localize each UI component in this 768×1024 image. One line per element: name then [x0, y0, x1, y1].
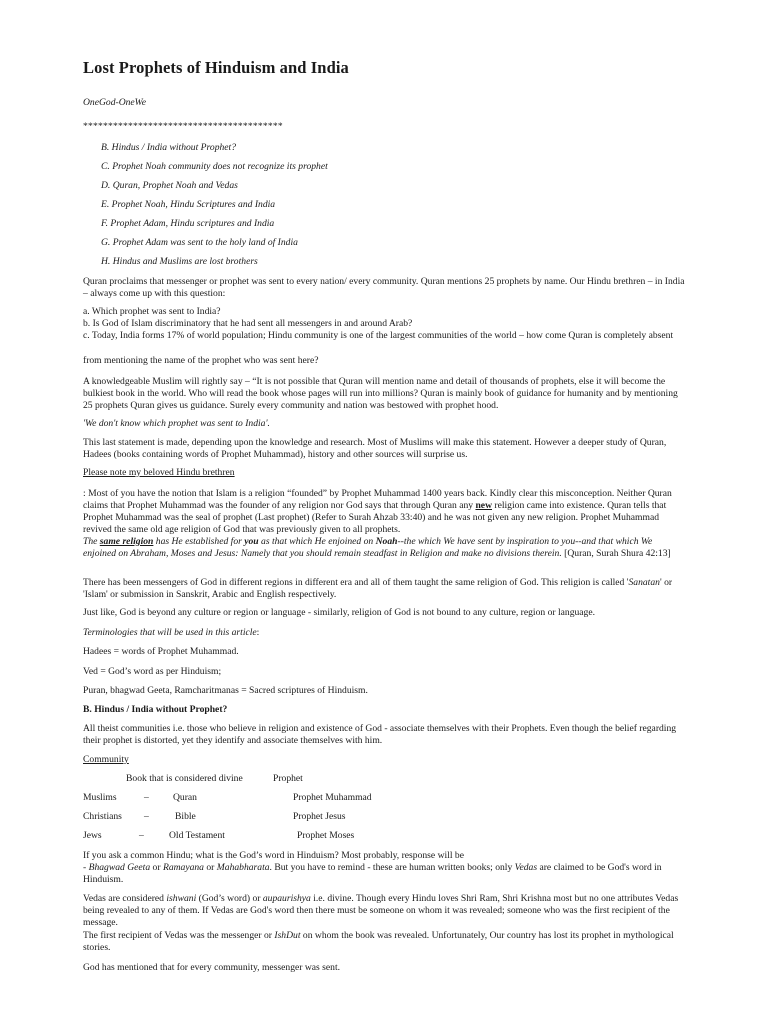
table-cell-book: Bible	[175, 811, 196, 822]
toc-item: F. Prophet Adam, Hindu scriptures and India	[101, 218, 275, 229]
emphasis-noah: Noah	[375, 536, 398, 547]
table-cell-community: Muslims	[83, 792, 117, 803]
table-cell-community: Christians	[83, 811, 122, 822]
quran-verse: The same religion has He established for you as that which He enjoined on Noah--the which We have sent by inspiration to you--and that which We enjoined on Abraham, Moses and Jesus: Namely that you should remain steadfast in Religion and make no divisions therein. [Quran, Surah Shura 42:13]	[83, 536, 671, 559]
table-header-community: Community	[83, 754, 129, 765]
quote: 'We don't know which prophet was sent to India'.	[83, 418, 270, 429]
table-cell-dash: –	[144, 792, 149, 803]
toc-item: D. Quran, Prophet Noah and Vedas	[101, 180, 238, 191]
table-header-book: Book that is considered divine	[126, 773, 243, 784]
table-cell-dash: –	[139, 830, 144, 841]
terminologies-heading: Terminologies that will be used in this article:	[83, 627, 260, 638]
table-header-prophet: Prophet	[273, 773, 303, 784]
first-recipient-paragraph: The first recipient of Vedas was the messenger or IshDut on whom the book was revealed. Unfortunately, Our country has lost its prophet in mythological stories.	[83, 930, 674, 953]
emphasis-new: new	[475, 500, 492, 511]
page-title: Lost Prophets of Hinduism and India	[83, 58, 349, 77]
intro-paragraph: Quran proclaims that messenger or prophet was sent to every nation/ every community. Quran mentions 25 prophets by name. Our Hindu brethren – in India – always come up with this question:	[83, 276, 685, 299]
question-c-continued: from mentioning the name of the prophet who was sent here?	[83, 355, 319, 366]
table-cell-prophet: Prophet Jesus	[293, 811, 346, 822]
question-a: a. Which prophet was sent to India?	[83, 306, 221, 317]
table-cell-book: Quran	[173, 792, 197, 803]
toc-item: B. Hindus / India without Prophet?	[101, 142, 237, 153]
note-heading: Please note my beloved Hindu brethren	[83, 467, 235, 478]
every-community-paragraph: God has mentioned that for every community, messenger was sent.	[83, 962, 341, 973]
table-cell-prophet: Prophet Muhammad	[293, 792, 372, 803]
vedas-paragraph: Vedas are considered ishwani (God’s word) or aupaurishya i.e. divine. Though every Hindu loves Shri Ram, Shri Krishna most but no one attributes Vedas being revealed to any of them. If Vedas are God's word then there must be someone on whom it was revealed; someone who was the first recipient of the message.	[83, 893, 679, 928]
table-cell-dash: –	[144, 811, 149, 822]
beyond-culture-paragraph: Just like, God is beyond any culture or region or language - similarly, religion of God is not bound to any culture, region or language.	[83, 607, 595, 618]
muslim-response-paragraph: A knowledgeable Muslim will rightly say – “It is not possible that Quran will mention name and detail of thousands of prophets, else it will become the bulkiest book in the world. Who will read the book whose pages will run into millions? Quran is mainly book of guidance for humanity and by mentioning 25 prophets Quran gives us guidance. Surely every community and nation was bestowed with prophet hood.	[83, 376, 678, 411]
toc-item: G. Prophet Adam was sent to the holy land of India	[101, 237, 298, 248]
common-hindu-paragraph: If you ask a common Hindu; what is the God’s word in Hinduism? Most probably, response will be - Bhagwad Geeta or Ramayana or Mahabharata. But you have to remind - these are human written books; only Vedas are claimed to be God's word in Hinduism.	[83, 850, 662, 885]
term-ved: Ved = God’s word as per Hinduism;	[83, 666, 222, 677]
research-paragraph: This last statement is made, depending upon the knowledge and research. Most of Muslims will make this statement. However a deeper study of Quran, Hadees (books containing words of Prophet Muhammad), history and other sources will surprise us.	[83, 437, 667, 460]
theist-paragraph: All theist communities i.e. those who believe in religion and existence of God - associate themselves with their Prophets. Even though the belief regarding their prophet is distorted, yet they identify and associate themselves with him.	[83, 723, 677, 746]
term-hadees: Hadees = words of Prophet Muhammad.	[83, 646, 239, 657]
toc-item: H. Hindus and Muslims are lost brothers	[101, 256, 258, 267]
toc-item: E. Prophet Noah, Hindu Scriptures and India	[101, 199, 276, 210]
table-cell-prophet: Prophet Moses	[297, 830, 355, 841]
question-b: b. Is God of Islam discriminatory that he had sent all messengers in and around Arab?	[83, 318, 413, 329]
separator: ****************************************	[83, 121, 283, 132]
toc-item: C. Prophet Noah community does not recognize its prophet	[101, 161, 328, 172]
section-b-heading: B. Hindus / India without Prophet?	[83, 704, 228, 715]
table-cell-book: Old Testament	[169, 830, 225, 841]
emphasis-you: you	[244, 536, 259, 547]
misconception-paragraph: : Most of you have the notion that Islam is a religion “founded” by Prophet Muhammad 1400 years back. Kindly clear this misconception. Neither Quran claims that Prophet Muhammad was the founder of any religion nor God says that through Quran any new religion came into existence. Quran tells that Prophet Muhammad was the seal of prophet (Last prophet) (Refer to Surah Ahzab 33:40) and he was not given any new religion. Prophet Muhammad revived the same old age religion of God that was previously given to all prophets.	[83, 488, 672, 535]
table-cell-community: Jews	[83, 830, 102, 841]
term-puran: Puran, bhagwad Geeta, Ramcharitmanas = Sacred scriptures of Hinduism.	[83, 685, 368, 696]
byline: OneGod-OneWe	[83, 97, 147, 108]
question-c: c. Today, India forms 17% of world population; Hindu community is one of the largest communities of the world – how come Quran is completely absent	[83, 330, 674, 341]
emphasis-same-religion: same religion	[99, 536, 154, 547]
messengers-paragraph: There has been messengers of God in different regions in different era and all of them taught the same religion of God. This religion is called 'Sanatan' or 'Islam' or submission in Sanskrit, Arabic and English respectively.	[83, 577, 673, 600]
